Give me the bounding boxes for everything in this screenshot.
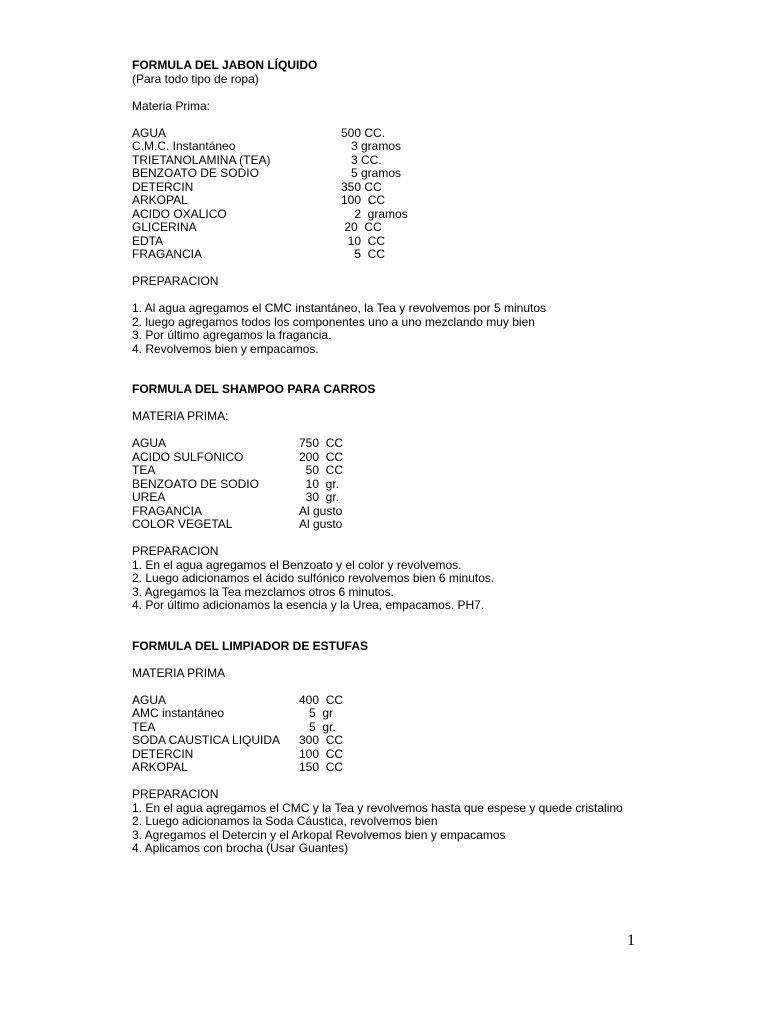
step-list [132,559,732,613]
ingredient-qty: 200 CC [299,449,344,464]
ingredient-name: TEA [132,719,156,734]
ingredient-row [132,140,732,154]
ingredient-qty: 750 CC [299,436,344,450]
ingredient-qty: 20 CC [341,220,382,234]
step-list [132,302,732,356]
step-item: 3. Agregamos el Detercin y el Arkopal Revolvemos bien y empacamos [132,827,506,842]
ingredient-qty: 5 gr. [299,719,336,734]
section-jabon-liquido [132,59,732,356]
ingredient-qty: 30 gr. [299,490,340,504]
ingredient-name: BENZOATO DE SODIO [132,476,259,491]
ingredient-row [132,194,732,208]
materials-label: MATERIA PRIMA [132,665,226,680]
ingredient-row [132,248,732,262]
preparation-label: PREPARACION [132,787,219,801]
ingredient-row [132,478,732,492]
ingredient-qty: 100 CC [299,746,344,761]
section-subtitle: (Para todo tipo de ropa) [132,71,259,86]
step-item: 1. Al agua agregamos el CMC instantáneo, la Tea y revolvemos por 5 minutos [132,301,546,315]
ingredient-list [132,127,732,262]
section-title: FORMULA DEL LIMPIADOR DE ESTUFAS [132,638,369,653]
ingredient-qty: 50 CC [299,463,344,477]
ingredient-name: AGUA [132,692,167,707]
ingredient-row [132,505,732,519]
ingredient-qty: 10 gr. [299,476,340,491]
ingredient-row [132,721,732,735]
ingredient-row [132,181,732,195]
ingredient-name: DETERCIN [132,746,194,761]
step-item: 4. Por último adicionamos la esencia y la Urea, empacamos. PH7. [132,598,485,612]
step-list [132,802,732,856]
ingredient-qty: 2 gramos [341,206,408,221]
ingredient-name: TEA [132,463,156,477]
step-item: 2. luego agregamos todos los componentes uno a uno mezclando muy bien [132,314,535,329]
ingredient-name: ARKOPAL [132,760,188,774]
ingredient-name: ARKOPAL [132,193,188,207]
ingredient-row [132,694,732,708]
ingredient-name: UREA [132,490,166,504]
ingredient-row [132,518,732,532]
materials-label: Materia Prima: [132,98,211,113]
ingredient-qty: 100 CC [341,193,386,207]
step-item: 2. Luego adicionamos la Soda Cáustica, revolvemos bien [132,814,438,828]
ingredient-row [132,451,732,465]
ingredient-qty: 10 CC [341,233,386,248]
ingredient-list [132,694,732,775]
ingredient-list [132,437,732,532]
ingredient-qty: 5 gr [299,706,334,720]
document-page [132,59,732,856]
ingredient-name: FRAGANCIA [132,247,203,261]
ingredient-row [132,707,732,721]
ingredient-qty: 500 CC. [341,125,386,140]
ingredient-name: DETERCIN [132,179,194,194]
ingredient-row [132,491,732,505]
ingredient-qty: Al gusto [299,503,343,518]
page-number: 1 [627,932,635,949]
preparation-label: PREPARACION [132,274,219,288]
ingredient-qty: 300 CC [299,733,344,747]
step-item: 4. Aplicamos con brocha (Usar Guantes) [132,841,349,855]
step-item: 1. En el agua agregamos el CMC y la Tea y revolvemos hasta que espese y quede cristalino [132,800,623,815]
ingredient-qty: 5 gramos [341,166,402,180]
ingredient-qty: Al gusto [299,517,343,531]
step-item: 3. Agregamos la Tea mezclamos otros 6 minutos. [132,584,394,599]
ingredient-name: FRAGANCIA [132,503,203,518]
ingredient-qty: 5 CC [341,247,386,261]
ingredient-qty: 350 CC [341,179,382,194]
materials-label: MATERIA PRIMA: [132,409,229,423]
step-item: 4. Revolvemos bien y empacamos. [132,341,319,356]
ingredient-name: BENZOATO DE SODIO [132,166,259,180]
ingredient-row [132,734,732,748]
ingredient-name: ACIDO SULFONICO [132,449,244,464]
ingredient-row [132,154,732,168]
ingredient-row [132,127,732,141]
section-limpiador-estufas [132,640,732,856]
ingredient-row [132,167,732,181]
step-item: 1. En el agua agregamos el Benzoato y el color y revolvemos. [132,557,462,572]
step-item: 3. Por último agregamos la fragancia. [132,328,332,342]
ingredient-row [132,235,732,249]
ingredient-row [132,221,732,235]
ingredient-row [132,761,732,775]
ingredient-name: SODA CAUSTICA LIQUIDA [132,733,281,747]
ingredient-qty: 3 CC. [341,152,382,167]
ingredient-row [132,748,732,762]
ingredient-name: GLICERINA [132,220,197,234]
ingredient-row [132,437,732,451]
section-title: FORMULA DEL SHAMPOO PARA CARROS [132,382,376,396]
section-shampoo-carros [132,383,732,613]
ingredient-name: AMC instantáneo [132,706,225,720]
ingredient-name: C.M.C. Instantáneo [132,139,236,153]
section-title: FORMULA DEL JABON LÍQUIDO [132,58,318,72]
preparation-label: PREPARACION [132,544,219,558]
ingredient-name: COLOR VEGETAL [132,517,233,531]
ingredient-qty: 400 CC [299,692,344,707]
ingredient-name: AGUA [132,436,167,450]
ingredient-qty: 3 gramos [341,139,402,153]
step-item: 2. Luego adicionamos el ácido sulfónico revolvemos bien 6 minutos. [132,571,495,585]
ingredient-name: ACIDO OXALICO [132,206,227,221]
ingredient-name: TRIETANOLAMINA (TEA) [132,152,271,167]
ingredient-row [132,208,732,222]
ingredient-name: EDTA [132,233,164,248]
ingredient-name: AGUA [132,125,167,140]
ingredient-row [132,464,732,478]
ingredient-qty: 150 CC [299,760,344,774]
